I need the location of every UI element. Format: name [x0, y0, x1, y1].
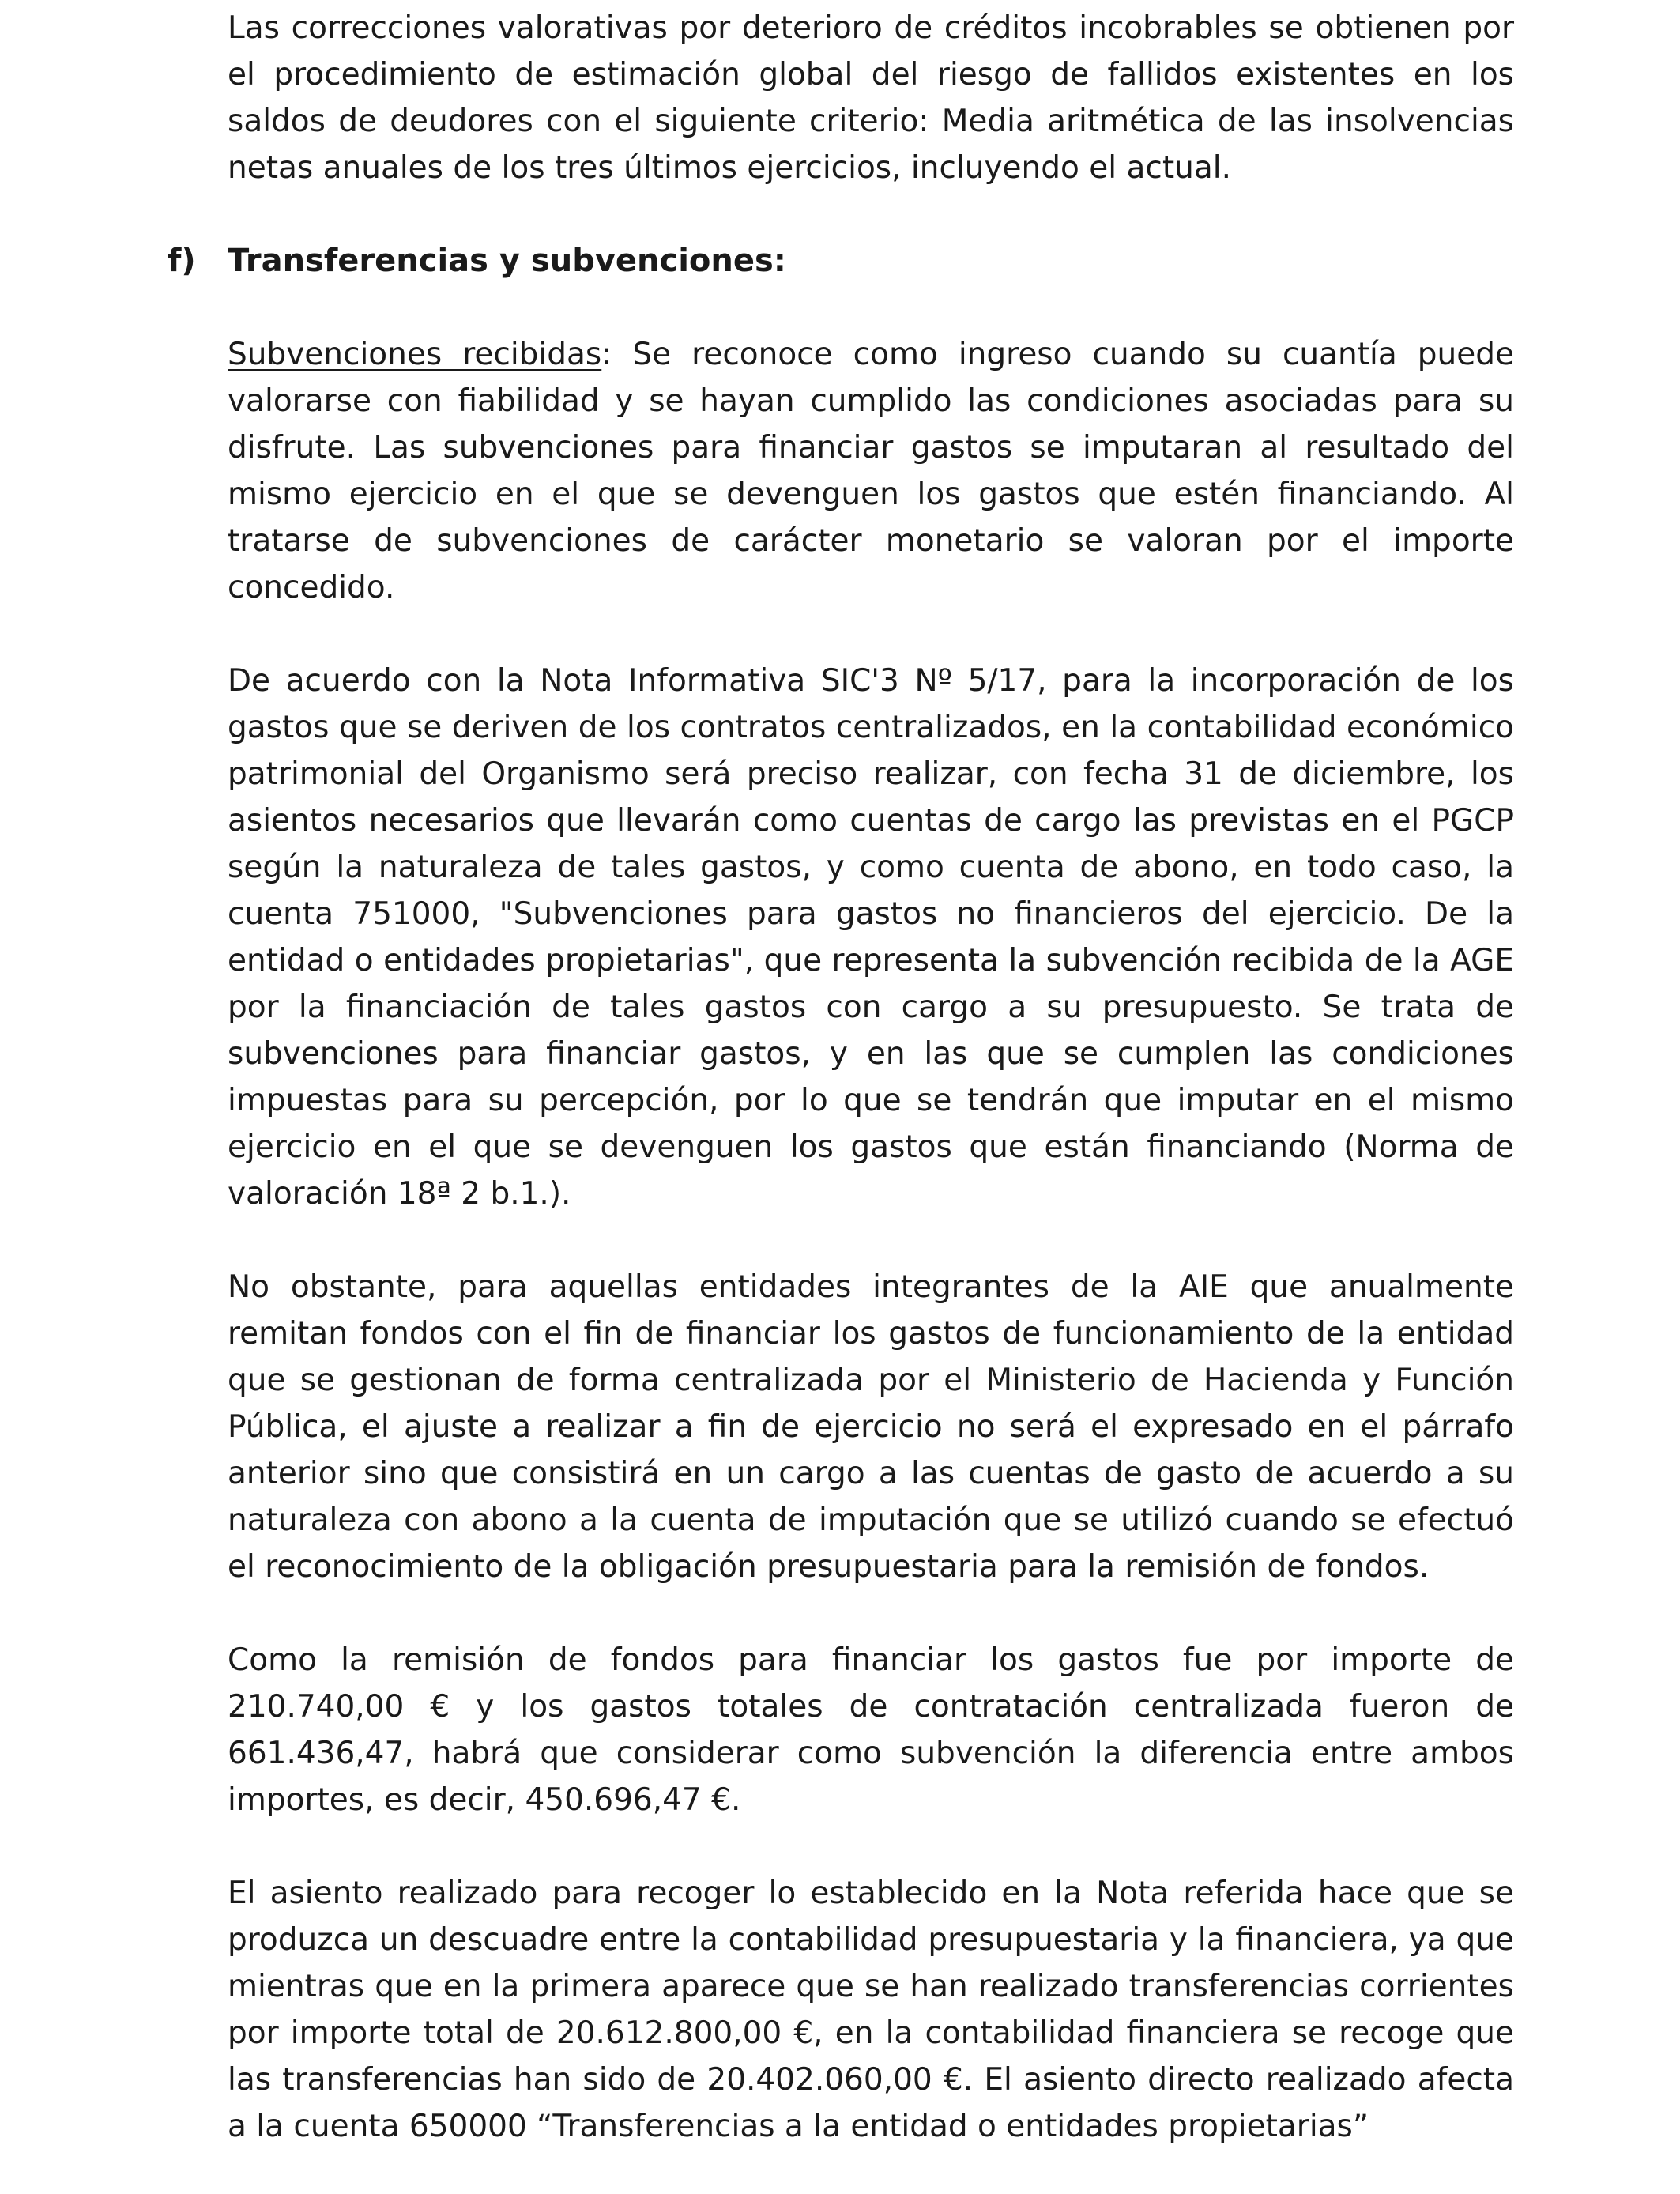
- paragraph-spacer: [228, 285, 1514, 331]
- paragraph-asiento-descuadre: El asiento realizado para recoger lo establecido en la Nota referida hace que se produzca un descuadre entre la contabilidad presupuestaria y la financiera, ya que mientras que en la primera aparece que se han realizado transferencias corrientes por importe total de 20.612.800,00 €, en la contabilidad financiera se recoge que las transferencias han sido de 20.402.060,00 €. El asiento directo realizado afecta a la cuenta 650000 “Transferencias a la entidad o entidades propietarias”: [228, 1875, 1514, 2144]
- paragraph-remision-fondos: Como la remisión de fondos para financiar los gastos fue por importe de 210.740,00 € y los gastos totales de contratación centralizada fueron de 661.436,47, habrá que considerar como subvención la diferencia entre ambos importes, es decir, 450.696,47 €.: [228, 1642, 1514, 1818]
- paragraph-spacer: [228, 611, 1514, 658]
- underlined-term: Subvenciones recibidas: [228, 337, 602, 372]
- paragraph-no-obstante: No obstante, para aquellas entidades integrantes de la AIE que anualmente remitan fondos con el fin de financiar los gastos de funcionamiento de la entidad que se gestionan de forma centralizada por el Ministerio de Hacienda y Función Pública, el ajuste a realizar a fin de ejercicio no será el expresado en el párrafo anterior sino que consistirá en un cargo a las cuentas de gasto de acuerdo a su naturaleza con abono a la cuenta de imputación que se utilizó cuando se efectuó el reconocimiento de la obligación presupuestaria para la remisión de fondos.: [228, 1269, 1514, 1585]
- paragraph-spacer: [228, 1217, 1514, 1264]
- paragraph-subvenciones-recibidas: [228, 331, 1514, 611]
- paragraph-bad-debt-corrections: Las correcciones valorativas por deterioro de créditos incobrables se obtienen por el procedimiento de estimación global del riesgo de fallidos existentes en los saldos de deudores con el siguiente criterio: Media aritmética de las insolvencias netas anuales de los tres últimos ejercicios, incluyendo el actual.: [228, 10, 1514, 186]
- section-heading-text: Transferencias y subvenciones:: [228, 243, 786, 279]
- paragraph-spacer: [228, 1823, 1514, 1870]
- section-heading: [168, 238, 1514, 285]
- paragraph-nota-informativa: De acuerdo con la Nota Informativa SIC'3 Nº 5/17, para la incorporación de los gastos que se deriven de los contratos centralizados, en la contabilidad económico patrimonial del Organismo será preciso realizar, con fecha 31 de diciembre, los asientos necesarios que llevarán como cuentas de cargo las previstas en el PGCP según la naturaleza de tales gastos, y como cuenta de abono, en todo caso, la cuenta 751000, "Subvenciones para gastos no financieros del ejercicio. De la entidad o entidades propietarias", que representa la subvención recibida de la AGE por la financiación de tales gastos con cargo a su presupuesto. Se trata de subvenciones para financiar gastos, y en las que se cumplen las condiciones impuestas para su percepción, por lo que se tendrán que imputar en el mismo ejercicio en el que se devenguen los gastos que están financiando (Norma de valoración 18ª 2 b.1.).: [228, 663, 1514, 1212]
- paragraph-spacer: [228, 191, 1514, 238]
- section-heading-marker: f): [168, 243, 196, 279]
- text-column: [168, 5, 1514, 2150]
- paragraph-spacer: [228, 1590, 1514, 1637]
- paragraph-subvenciones-recibidas-body: : Se reconoce como ingreso cuando su cuantía puede valorarse con fiabilidad y se hayan cumplido las condiciones asociadas para su disfrute. Las subvenciones para financiar gastos se imputaran al resultado del mismo ejercicio en el que se devenguen los gastos que estén financiando. Al tratarse de subvenciones de carácter monetario se valoran por el importe concedido.: [228, 337, 1514, 605]
